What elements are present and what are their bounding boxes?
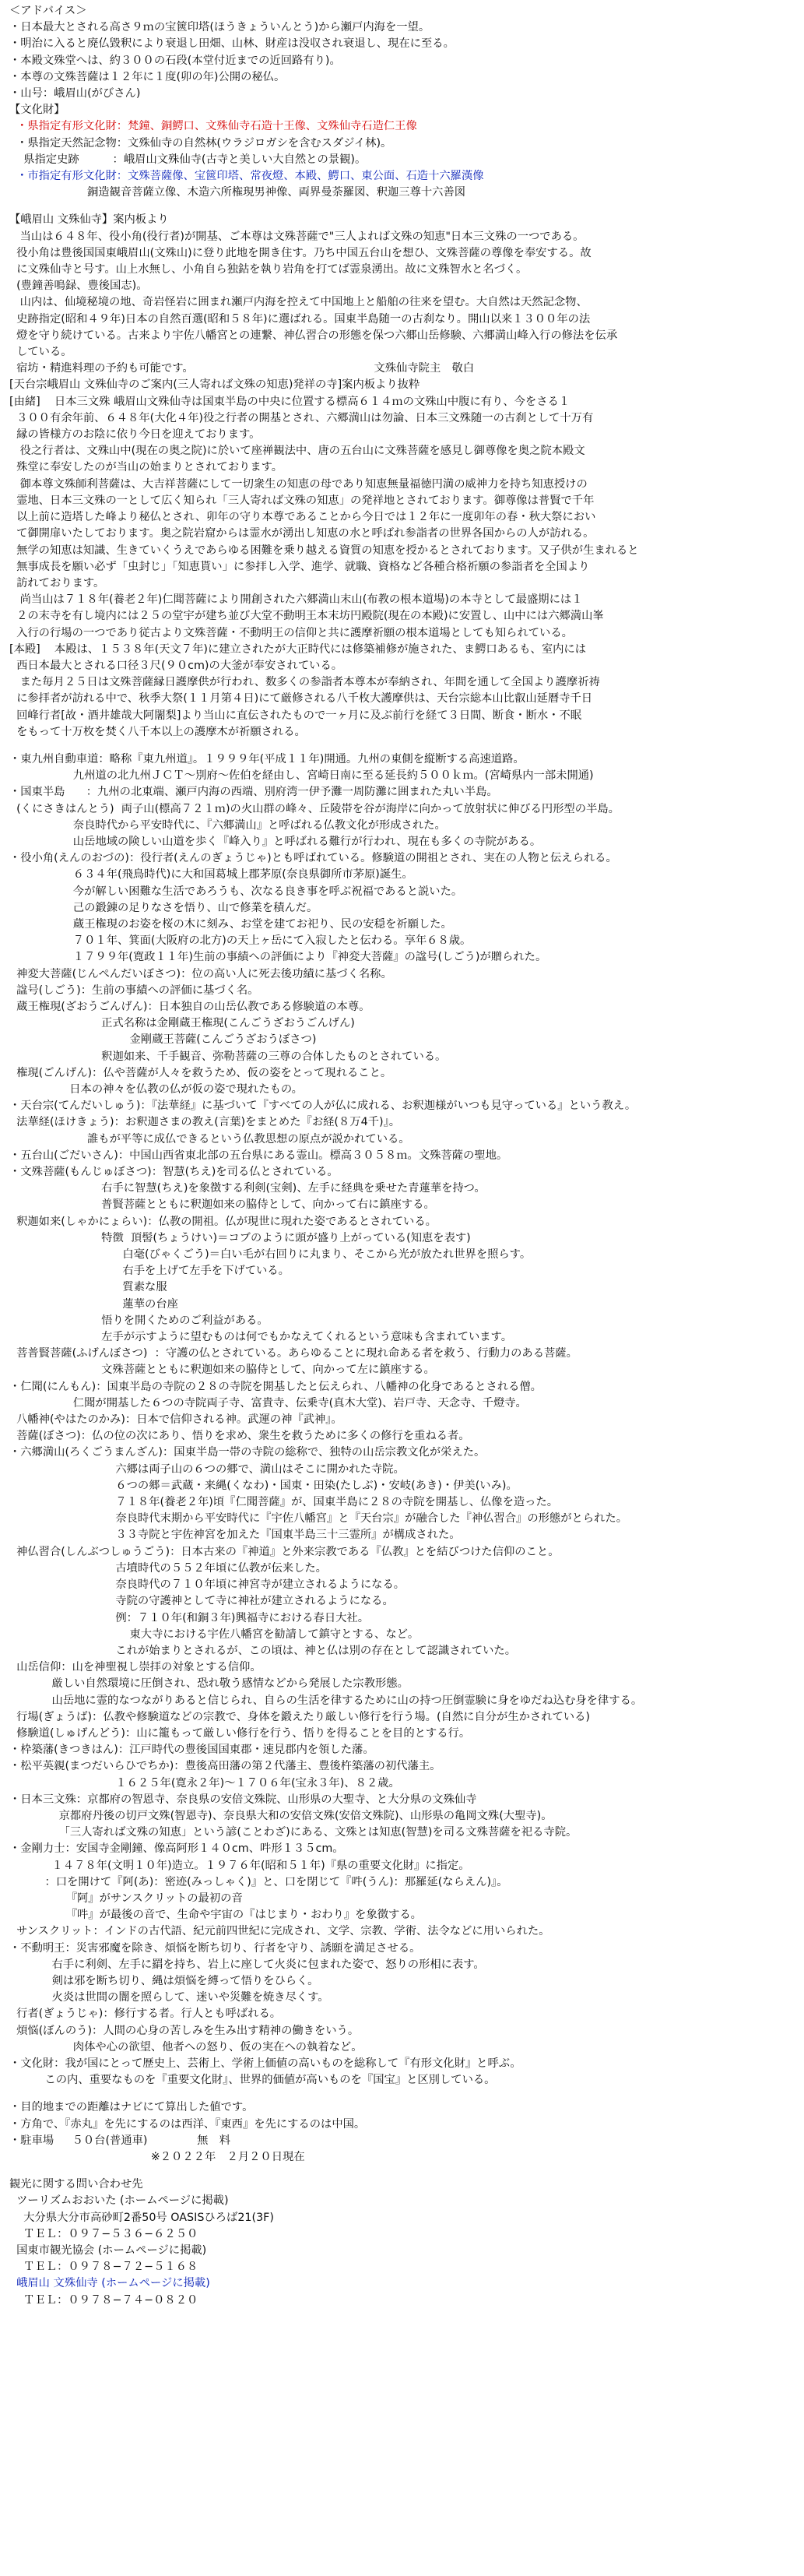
text-line: ３００有余年前、６４８年(大化４年)役之行者の開基とされ、六郷満山は勿論、日本三文殊随一の古刹として十万有 (9, 411, 594, 424)
text-line: ・文化財：我が国にとって歴史上、芸術上、学術上価値の高いものを総称して『有形文化財』と呼ぶ。 (9, 2057, 521, 2070)
text-line: ※２０２２年 ２月２０日現在 (9, 2151, 305, 2163)
text-line: ・市指定有形文化財：文殊菩薩像、宝篋印塔、常夜燈、本殿、鰐口、東公面、石造十六羅漢像 (9, 170, 484, 183)
spacer (9, 2166, 792, 2177)
text-line: 燈を守り続けている。古来より宇佐八幡宮との連繋、神仏習合の形態を保つ六郷山岳修験、六郷満山峰入行の修法を伝承 (9, 329, 618, 342)
text-line: 当山は６４８年、役小角(役行者)が開基、ご本尊は文殊菩薩で"三人よれば文殊の知恵"日本三文殊の一つである。 (9, 230, 585, 243)
text-line: 山岳地域の険しい山道を歩く『峰入り』と呼ばれる難行が行われ、現在も多くの寺院がある。 (9, 835, 542, 848)
text-line: 東大寺における宇佐八幡宮を勧請して鎮守とする、など。 (9, 1628, 420, 1641)
text-line: 菩普賢菩薩(ふげんぼさつ) ：守護の仏とされている。あらゆることに現れ命ある者を救う、行動力のある菩薩。 (9, 1347, 578, 1360)
text-line: 左手が示すように望むものは何でもかなえてくれるという意味も含まれています。 (9, 1331, 512, 1344)
text-line: 諡号(しごう)：生前の事績への評価に基づく名。 (9, 984, 259, 997)
text-line: 特徴 頂髻(ちょうけい)＝コブのように頭が盛り上がっている(知恵を表す) (9, 1231, 471, 1244)
text-line: 己の鍛錬の足りなさを悟り、山で修業を積んだ。 (9, 901, 318, 914)
text-line: １４７８年(文明１０年)造立。１９７６年(昭和５１年)『県の重要文化財』に指定。 (9, 1859, 470, 1872)
text-line: ７０１年、箕面(大阪府の北方)の天上ヶ岳にて入寂したと伝わる。享年６８歳。 (9, 934, 472, 948)
text-line: 奈良時代末期から平安時代に『宇佐八幡宮』と『天台宗』が融合した『神仏習合』の形態がとられた。 (9, 1512, 627, 1526)
text-line: 御本尊文殊師利菩薩は、大吉祥菩薩にして一切衆生の知恵の母であり知恵無量福徳円満の威神力を持ち知恵授けの (9, 477, 588, 491)
text-line: 「三人寄れば文殊の知恵」という諺(ことわざ)にある、文殊とは知恵(智慧)を司る文殊菩薩を祀る寺院。 (9, 1826, 578, 1839)
text-line: 釈迦如来、千手観音、弥勒菩薩の三尊の合体したものとされている。 (9, 1050, 447, 1063)
text-line: 普賢菩薩とともに釈迦如来の脇侍として、向かって右に鎮座する。 (9, 1198, 435, 1212)
text-line: 縁の皆様方のお陰に依り今日を迎えております。 (9, 428, 261, 442)
text-line: 役小角は豊後国国東峨眉山(文殊山)に登り此地を開き住す。乃ち中国五台山を想ひ、文殊菩薩の尊像を奉安する。故 (9, 246, 592, 259)
text-line: 山岳地に霊的なつながりあると信じられ、自らの生活を律するために山の持つ圧倒霊験に身をゆだね込む身を律する。 (9, 1694, 643, 1707)
text-line: ：口を開けて『阿(あ)：密迹(みっしゃく)』と、口を閉じて『吽(うん)：那羅延(ならえん)』。 (9, 1875, 508, 1888)
text-line: 寺院の守護神として寺に神社が建立されるようになる。 (9, 1595, 394, 1608)
text-line: (豊鐘善鳴録、豊後国志)。 (9, 280, 148, 293)
text-line: ６３４年(飛鳥時代)に大和国葛城上郡茅原(奈良県御所市茅原)誕生。 (9, 868, 413, 882)
text-line: ・五台山(ごだいさん)：中国山西省東北部の五台県にある霊山。標高３０５８ｍ。文殊菩薩の聖地。 (9, 1149, 508, 1162)
text-line: １７９９年(寛政１１年)生前の事績への評価により『神変大菩薩』の諡号(しごう)が贈られた。 (9, 951, 547, 964)
text-line: 国東市観光協会 (ホームページに掲載) (9, 2244, 207, 2258)
text-line: 【文化財】 (9, 104, 65, 117)
text-line: 尚当山は７１８年(養老２年)仁聞菩薩により開創された六郷満山末山(布教の根本道場)の本寺として最盛期には１ (9, 593, 583, 607)
text-line: 金剛蔵王菩薩(こんごうざおうぼさつ) (9, 1033, 317, 1047)
text-line: 右手に智慧(ちえ)を象徴する利剣(宝剣)、左手に経典を乗せた青蓮華を持つ。 (9, 1182, 486, 1195)
text-line: ・松平英親(まつだいらひでちか)：豊後高田藩の第２代藩主、豊後杵築藩の初代藩主。 (9, 1760, 441, 1773)
text-line: ・山号：峨眉山(がびさん) (9, 87, 141, 100)
text-line: 蓮華の台座 (9, 1297, 178, 1311)
text-line: 『阿』がサンスクリットの最初の音 (9, 1892, 243, 1905)
text-line: サンスクリット：インドの古代語、紀元前四世紀に完成され、文学、宗教、学術、法令などに用いられた。 (9, 1925, 550, 1938)
text-line: ・天台宗(てんだいしゅう)：『法華経』に基づいて『すべての人が仏に成れる、お釈迦様がいつも見守っている』という教え。 (9, 1100, 637, 1113)
text-line: 西日本最大とされる口径３尺(９０cm)の大釜が奉安されている。 (9, 659, 343, 672)
text-line: この内、重要なものを『重要文化財』、世界的価値が高いものを『国宝』と区別している。 (9, 2074, 496, 2087)
text-line: 九州道の北九州ＪＣＴ〜別府〜佐伯を経由し、宮崎日南に至る延長約５００ｋｍ。(宮崎県内一部未開通) (9, 769, 594, 783)
text-line: [由緒] 日本三文殊 峨眉山文殊仙寺は国東半島の中央に位置する標高６１４ｍの文殊山中腹に有り、今をさる１ (9, 395, 571, 408)
text-line: ・目的地までの距離はナビにて算出した値です。 (9, 2101, 254, 2114)
text-line: ３３寺院と宇佐神宮を加えた『国東半島三十三霊所』が構成された。 (9, 1529, 461, 1542)
text-line: 行者(ぎょうじゃ)：修行する者。行人とも呼ばれる。 (9, 2008, 282, 2021)
text-line: ・金剛力士：安国寺金剛鐘、像高阿形１４０cm、吽形１３５cm。 (9, 1842, 344, 1856)
text-line: [天台宗峨眉山 文殊仙寺のご案内(三人寄れば文殊の知恵)発祥の寺]案内板より抜粋 (9, 378, 420, 392)
text-line: 県指定史跡 ：峨眉山文殊仙寺(古寺と美しい大自然との景観)。 (9, 153, 367, 166)
text-line: ・本尊の文殊菩薩は１２年に１度(卯の年)公開の秘仏。 (9, 70, 286, 83)
text-line: 右手を上げて左手を下げている。 (9, 1265, 290, 1278)
text-line: 峨眉山 文殊仙寺 (ホームページに掲載) (9, 2277, 210, 2290)
text-line: 煩悩(ぼんのう)：人間の心身の苦しみを生み出す精神の働きをいう。 (9, 2024, 360, 2037)
text-line: ・不動明王：災害邪魔を除き、煩悩を断ち切り、行者を守り、誘願を満足させる。 (9, 1941, 421, 1955)
text-line: ７１８年(養老２年)頃『仁聞菩薩』が、国東半島に２８の寺院を開基し、仏像を造った。 (9, 1496, 559, 1509)
text-line: 『吽』が最後の音で、生命や宇宙の『はじまり・おわり』を象徴する。 (9, 1909, 422, 1922)
text-line: ・日本最大とされる高さ９ｍの宝篋印塔(ほうきょういんとう)から瀬戸内海を一望。 (9, 21, 430, 34)
text-line: 菩薩(ぼさつ)：仏の位の次にあり、悟りを求め、衆生を救うために多くの修行を重ねる者。 (9, 1430, 470, 1443)
text-line: ・文殊菩薩(もんじゅぼさつ)：智慧(ちえ)を司る仏とされている。 (9, 1166, 339, 1179)
text-line: 訪れております。 (9, 576, 105, 589)
text-line: 奈良時代の７１０年頃に神宮寺が建立されるようになる。 (9, 1578, 406, 1592)
text-line: ２の末寺を有し境内には２５の堂宇が建ち並び大堂不動明王本末坊円殿院(現在の本殿)に安置し、山中には六郷満山峯 (9, 610, 604, 623)
text-line: ＜アドバイス＞ (9, 5, 87, 17)
text-line: 銅造観音菩薩立像、木造六所権現男神像、両界曼荼羅図、釈迦三尊十六善図 (9, 186, 466, 199)
text-line: 六郷は両子山の６つの郷で、満山はそこに開かれた寺院。 (9, 1462, 405, 1476)
text-line: ・県指定天然記念物：文殊仙寺の自然林(ウラジロガシを含むスダジイ林)。 (9, 136, 392, 150)
text-line: ツーリズムおおいた (ホームページに掲載) (9, 2194, 229, 2208)
text-line: 肉体や心の欲望、他者への怒り、仮の実在への執着など。 (9, 2040, 363, 2053)
text-line: に文殊仙寺と号す。山上水無し、小角自ら独鈷を執り岩角を打てば霊泉湧出。故に文殊智水と名づく。 (9, 263, 528, 276)
text-line: 今が解しい困難な生活であろうも、次なる良き事を呼ぶ祝福であると説いた。 (9, 885, 463, 898)
text-line: 史跡指定(昭和４９年)日本の自然百選(昭和５８年)に選ばれる。国東半島随一の古刹なり。開山以来１３００年の法 (9, 312, 591, 326)
text-line: 山岳信仰：山を神聖視し崇拝の対象とする信仰。 (9, 1661, 262, 1674)
text-line: ・日本三文殊：京都府の智恩寺、奈良県の安倍文殊院、山形県の大聖寺、と大分県の文殊仙寺 (9, 1793, 477, 1806)
text-line: ・国東半島 ：九州の北東端、瀬戸内海の西端、別府湾一伊予灘一周防灘に囲まれた丸い半島。 (9, 786, 498, 799)
text-line: [本殿] 本殿は、１５３８年(天文７年)に建立されたが大正時代には修築補修が施された、ま鰐口あるも、室内には (9, 642, 587, 656)
text-line: 蔵王権現(ざおうごんげん)：日本独自の山岳仏教である修験道の本尊。 (9, 1000, 370, 1013)
text-line: 日本の神々を仏教の仏が仮の姿で現れたもの。 (9, 1083, 303, 1096)
text-line: 入行の行場の一つであり従古より文殊菩薩・不動明王の信仰と共に護摩祈願の根本道場としても知られている。 (9, 626, 573, 639)
text-line: 釈迦如来(しゃかにょらい)：仏教の開祖。仏が現世に現れた姿であるとされている。 (9, 1215, 437, 1228)
text-line: をもって十万枚を焚く八千本以上の護摩木が祈願される。 (9, 725, 306, 738)
text-line: ＴＥＬ：０９７−５３６−６２５０ (9, 2227, 198, 2240)
text-line: ・東九州自動車道：略称『東九州道』。１９９９年(平成１１年)開通。九州の東側を縦断する高速道路。 (9, 752, 525, 765)
text-line: 行場(ぎょうば)：仏教や修験道などの宗教で、身体を鍛えたり厳しい修行を行う場。(自然に自分が生かされている) (9, 1710, 590, 1723)
text-line: これが始まりとされるが、この頃は、神と仏は別の存在として認識されていた。 (9, 1644, 517, 1657)
text-line: １６２５年(寛永２年)〜１７０６年(宝永３年)、８２歳。 (9, 1776, 400, 1789)
text-line: 【峨眉山 文殊仙寺】案内板より (9, 213, 169, 227)
text-line: 宿坊・精進料理の予約も可能です。 文殊仙寺院主 敬白 (9, 362, 475, 375)
text-line: ・仁聞(にんもん)：国東半島の寺院の２８の寺院を開基したと伝えられ、八幡神の化身であるとされる僧。 (9, 1380, 542, 1393)
text-line: 観光に関する問い合わせ先 (9, 2178, 143, 2191)
text-line: 仁聞が開基した６つの寺院両子寺、富貴寺、伝乗寺(真木大堂)、岩戸寺、天念寺、千燈寺。 (9, 1396, 527, 1409)
text-line: 誰もが平等に成仏できるという仏教思想の原点が説かれている。 (9, 1132, 410, 1145)
text-line: ・駐車場 ５０台(普通車) 無 料 (9, 2134, 231, 2147)
text-line: 古墳時代の５５２年頃に仏教が伝来した。 (9, 1561, 327, 1575)
text-line: 殊堂に奉安したのが当山の始まりとされております。 (9, 461, 283, 474)
text-line: 剣は邪を断ち切り、縄は煩悩を縛って悟りをひらく。 (9, 1974, 319, 1987)
text-line: 正式名称は金剛蔵王権現(こんごうざおうごんげん) (9, 1017, 355, 1030)
text-line: 例：７１０年(和銅３年)興福寺における春日大社。 (9, 1611, 370, 1624)
text-line: ・六郷満山(ろくごうまんざん)：国東半島一帯の寺院の総称で、独特の山岳宗教文化が栄えた。 (9, 1446, 486, 1459)
text-line: ＴＥＬ：０９７８−７４−０８２０ (9, 2293, 198, 2307)
text-line: 質素な服 (9, 1281, 167, 1294)
text-line: 大分県大分市高砂町2番50号 OASISひろば21(3F) (9, 2211, 274, 2224)
spacer (9, 2089, 792, 2099)
text-line: ＴＥＬ：０９７８−７２−５１６８ (9, 2261, 198, 2274)
text-line: 文殊菩薩とともに釈迦如来の脇侍として、向かって左に鎮座する。 (9, 1364, 435, 1377)
text-line: また毎月２５日は文殊菩薩縁日護摩供が行われ、数多くの参詣者本尊本が奉納され、年間を通して全国より護摩祈祷 (9, 676, 600, 689)
spacer (9, 741, 792, 751)
text-line: ６つの郷＝武蔵・来縄(くなわ)・国東・田染(たしぶ)・安岐(あき)・伊美(いみ)。 (9, 1479, 518, 1492)
text-line: ・本殿文殊堂へは、約３００の石段(本堂付近までの近回路有り)。 (9, 54, 341, 67)
text-line: 役之行者は、文殊山中(現在の奥之院)に於いて座禅観法中、唐の五台山に文殊菩薩を感見し御尊像を奥之院本殿文 (9, 445, 585, 458)
text-line: 修験道(しゅげんどう)：山に籠もって厳しい修行を行う、悟りを得ることを目的とする行。 (9, 1726, 471, 1740)
text-line: て御開扉いたしております。奥之院岩窟からは霊水が湧出し知恵の水と呼ばれ参詣者の世界各国からの人が訪れる。 (9, 527, 595, 540)
text-line: 奈良時代から平安時代に、『六郷満山』と呼ばれる仏教文化が形成された。 (9, 818, 446, 832)
text-line: 八幡神(やはたのかみ)：日本で信仰される神。武運の神『武神』。 (9, 1413, 342, 1427)
text-line: 山内は、仙境秘境の地、奇岩怪岩に囲まれ瀬戸内海を控えて中国地上と船舶の往来を望む。大自然は天然記念物、 (9, 296, 588, 309)
text-line: 権現(ごんげん)：仏や菩薩が人々を救うため、仮の姿をとって現れること。 (9, 1066, 392, 1079)
text-line: 法華経(ほけきょう)：お釈迦さまの教え(言葉)をまとめた『お経(８万4千)』。 (9, 1116, 400, 1129)
text-line: 以上前に造塔した峰より秘仏とされ、卯年の守り本尊であることから今日では１２年に一度卯年の春・秋大祭におい (9, 511, 596, 524)
text-line: 回峰行者[故・酒井雄哉大阿闍梨]より当山に直伝されたもので一ヶ月に及ぶ前行を経て３日間、断食・断水・不眠 (9, 709, 582, 722)
advice-document (9, 3, 792, 2573)
text-line: 霊地、日本三文殊の一として広く知られ「三人寄れば文殊の知恵」の発祥地とされております。御尊像は普賢で千年 (9, 494, 595, 507)
text-line: 蔵王権現のお姿を桜の木に刻み、お堂を建てお祀り、民の安穏を祈願した。 (9, 917, 452, 931)
text-line: 白毫(びゃくごう)＝白い毛が右回りに丸まり、そこから光が放たれ世界を照らす。 (9, 1248, 532, 1262)
spacer (9, 201, 792, 212)
text-line: 京都府丹後の切戸文殊(智恩寺)、奈良県大和の安倍文殊(安倍文殊院)、山形県の亀岡文殊(大聖寺)。 (9, 1809, 553, 1822)
text-line: ・枠築藩(きつきはん)：江戸時代の豊後国国東郡・速見郡内を領した藩。 (9, 1744, 374, 1757)
text-line: ・明治に入ると廃仏毀釈により衰退し田畑、山林、財産は没収され衰退し、現在に至る。 (9, 37, 455, 51)
text-line: 火炎は世間の闇を照らして、迷いや災難を焼き尽くす。 (9, 1991, 329, 2004)
text-line: 厳しい自然環境に圧倒され、恐れ敬う感情などから発展した宗教形態。 (9, 1677, 409, 1691)
text-line: ・方角で、『赤丸』を先にするのは西洋、『東西』を先にするのは中国。 (9, 2117, 366, 2131)
text-line: している。 (9, 346, 72, 359)
text-line: (くにさきはんとう) 両子山(標高７２１ｍ)の火山群の峰々、丘陵帯を谷が海岸に向かって放射状に伸びる円形型の半島。 (9, 802, 620, 815)
text-line: ・県指定有形文化財：梵鐘、銅鰐口、文殊仙寺石造十王像、文殊仙寺石造仁王像 (9, 120, 417, 133)
text-line: 神変大菩薩(じんぺんだいぼさつ)：位の高い人に死去後功績に基づく名称。 (9, 967, 392, 980)
text-line: 神仏習合(しんぶつしゅうごう)：日本古来の『神道』と外来宗教である『仏教』とを結びつけた信仰のこと。 (9, 1545, 560, 1558)
text-line: 悟りを開くためのご利益がある。 (9, 1314, 269, 1327)
text-line: 無事成長を願い必ず「虫封じ」「知恵貰い」に参拝し入学、進学、就職、資格など各種合格祈願の参詣者を全国より (9, 560, 590, 573)
text-line: 右手に利剣、左手に羂を持ち、岩上に座して火炎に包まれた姿で、怒りの形相に表す。 (9, 1958, 485, 1971)
text-line: に参拝者が訪れる中で、秋季大祭(１１月第４日)にて厳修される八千枚大護摩供は、天台宗総本山比叡山延暦寺千日 (9, 692, 593, 706)
text-line: ・役小角(えんのおづの)：役行者(えんのぎょうじゃ)とも呼ばれている。修験道の開祖とされ、実在の人物と伝えられる。 (9, 852, 617, 865)
text-line: 無学の知恵は知識、生きていくうえであらゆる困難を乗り越える資質の知恵を授かるとされております。又子供が生まれると (9, 544, 639, 557)
